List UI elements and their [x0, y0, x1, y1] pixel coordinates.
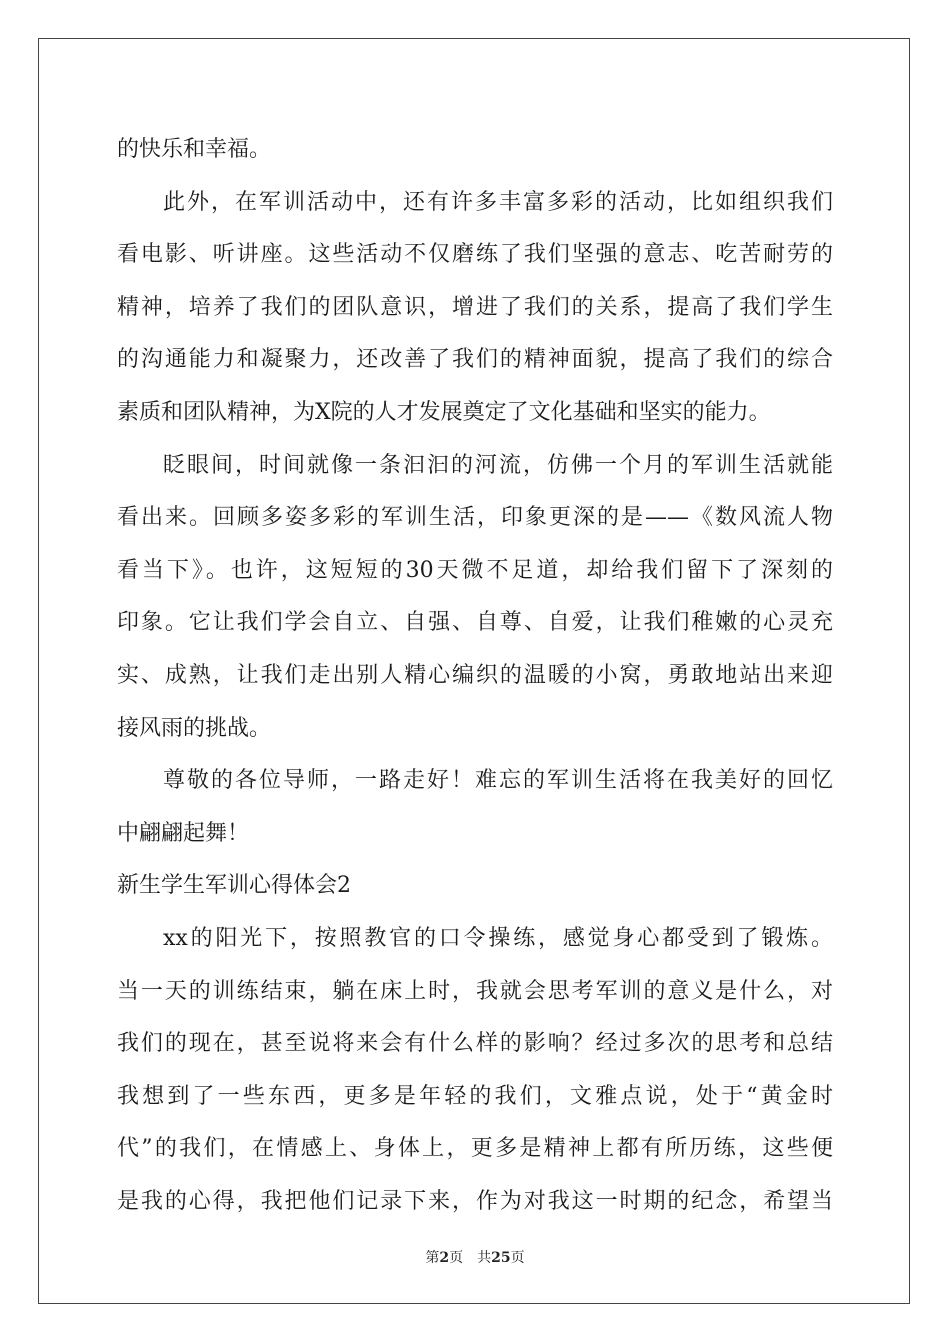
text-line: 我想到了一些东西，更多是年轻的我们，文雅点说，处于“黄金时	[117, 1083, 833, 1109]
text-line: 我们的现在，甚至说将来会有什么样的影响？经过多次的思考和总结	[117, 1031, 833, 1057]
current-page-number: 2	[439, 1250, 450, 1266]
text-line: xx的阳光下，按照教官的口令操练，感觉身心都受到了锻炼。	[163, 925, 833, 951]
text-line: 素质和团队精神，为X院的人才发展奠定了文化基础和坚实的能力。	[117, 399, 771, 425]
text-line: 中翩翩起舞！	[117, 820, 250, 846]
footer-mid: 页 共	[449, 1250, 492, 1266]
text-line: 实、成熟，让我们走出别人精心编织的温暖的小窝，勇敢地站出来迎	[117, 662, 833, 688]
text-line: 当一天的训练结束，躺在床上时，我就会思考军训的意义是什么，对	[117, 978, 833, 1004]
document-body	[117, 124, 833, 1228]
footer-suffix: 页	[510, 1250, 525, 1266]
text-line: 尊敬的各位导师，一路走好！难忘的军训生活将在我美好的回忆	[163, 768, 833, 794]
section-heading: 新生学生军训心得体会2	[117, 873, 351, 899]
text-line: 看电影、听讲座。这些活动不仅磨练了我们坚强的意志、吃苦耐劳的	[117, 242, 833, 268]
text-line: 精神，培养了我们的团队意识，增进了我们的关系，提高了我们学生	[117, 294, 833, 320]
text-line: 看当下》。也许，这短短的30天微不足道，却给我们留下了深刻的	[117, 557, 833, 583]
page-footer	[0, 1247, 950, 1267]
text-line: 眨眼间，时间就像一条汩汩的河流，仿佛一个月的军训生活就能	[163, 452, 833, 478]
text-line: 的快乐和幸福。	[117, 137, 272, 162]
text-line: 的沟通能力和凝聚力，还改善了我们的精神面貌，提高了我们的综合	[117, 347, 833, 373]
footer-prefix: 第	[425, 1250, 440, 1266]
total-page-count: 25	[491, 1250, 511, 1266]
text-line: 看出来。回顾多姿多彩的军训生活，印象更深的是——《数风流人物	[117, 505, 833, 531]
text-line: 此外，在军训活动中，还有许多丰富多彩的活动，比如组织我们	[163, 189, 833, 215]
text-line: 代”的我们，在情感上、身体上，更多是精神上都有所历练，这些便	[117, 1136, 833, 1162]
text-line: 接风雨的挑战。	[117, 715, 272, 741]
text-line: 是我的心得，我把他们记录下来，作为对我这一时期的纪念，希望当	[117, 1188, 833, 1214]
text-line: 印象。它让我们学会自立、自强、自尊、自爱，让我们稚嫩的心灵充	[117, 610, 833, 636]
